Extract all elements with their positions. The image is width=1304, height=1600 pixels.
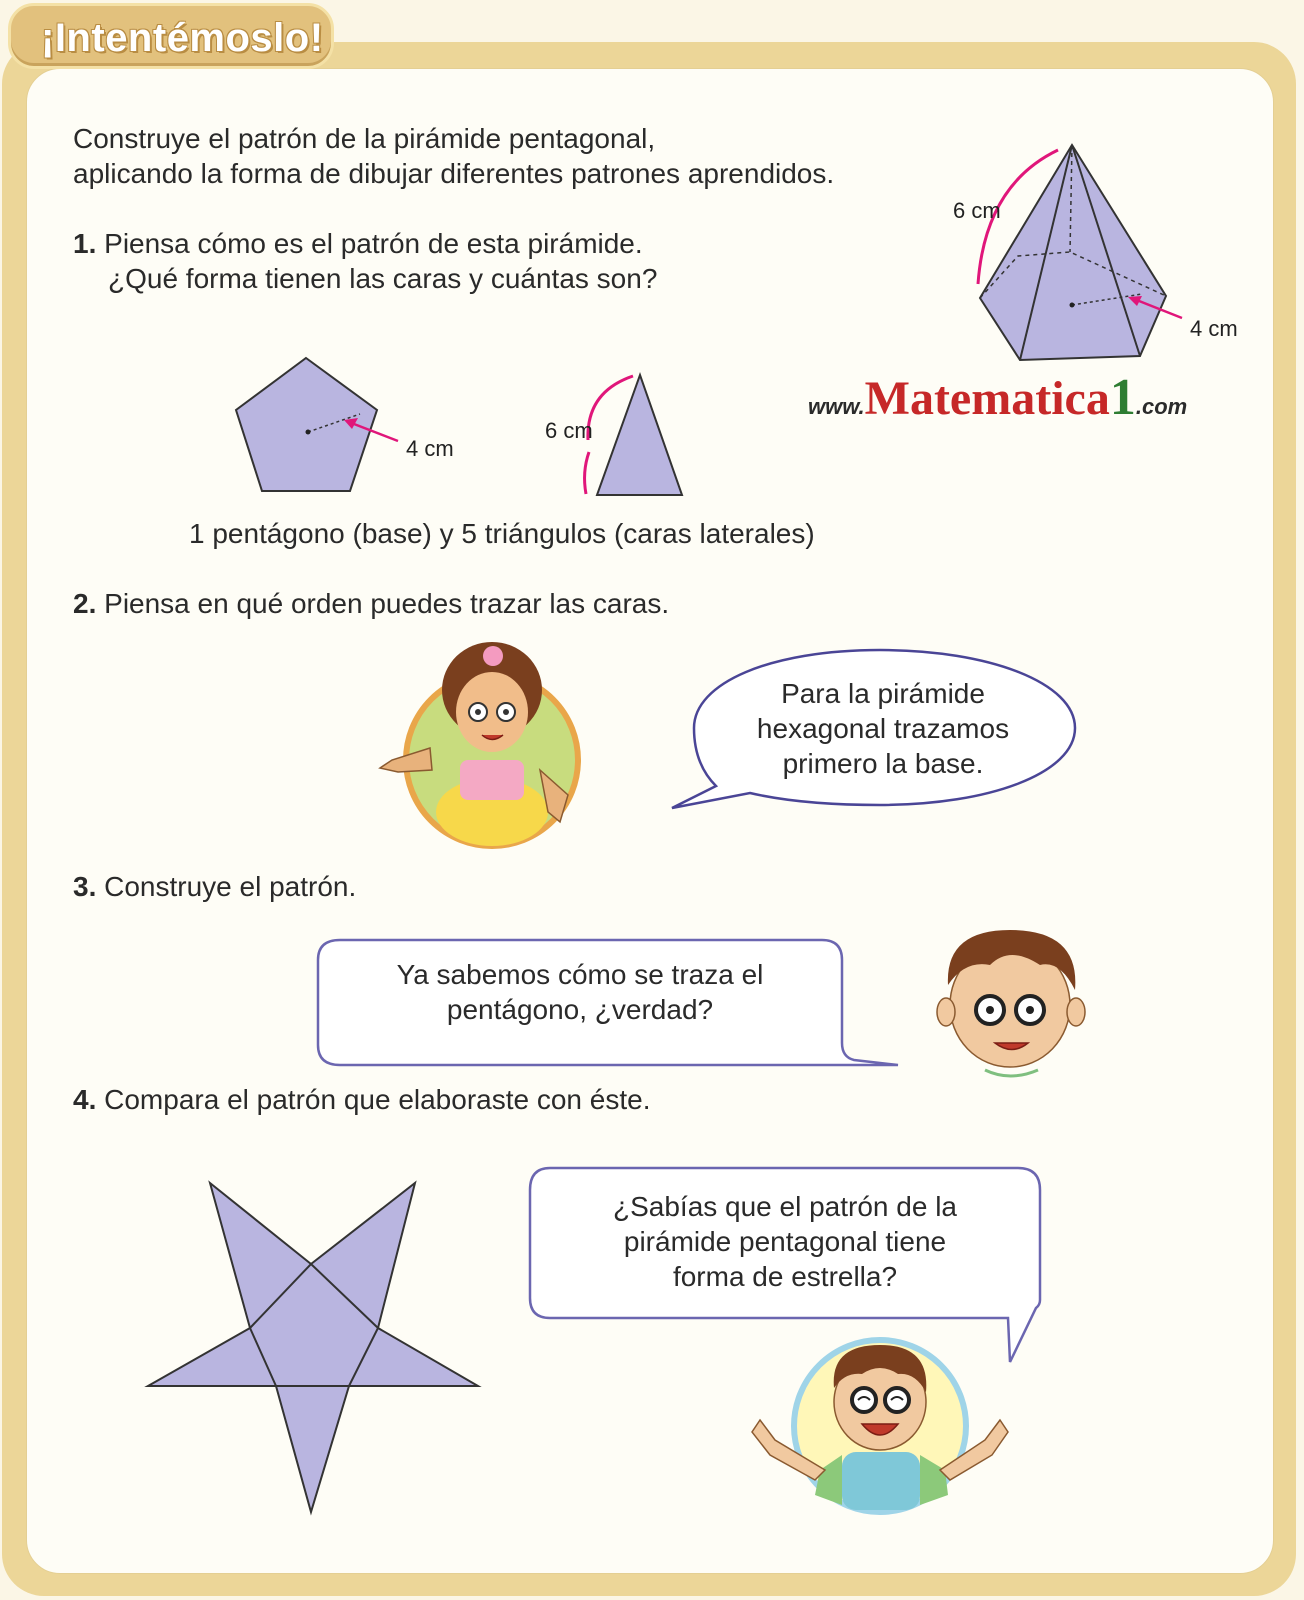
boy-character-waving [752, 1340, 1008, 1512]
pentagonal-pyramid [978, 145, 1182, 360]
boy-bubble-2-line-3: forma de estrella? [672, 1261, 898, 1292]
pentagonal-star-net [148, 1183, 478, 1512]
girl-bubble-line-1: Para la pirámide [781, 678, 985, 709]
boy-bubble-2-line-2: pirámide pentagonal tiene [623, 1226, 947, 1257]
girl-bubble-line-3: primero la base. [782, 748, 984, 779]
step-4 [73, 1082, 650, 1117]
step-4-number: 4. [73, 1084, 97, 1115]
girl-bubble-text [740, 676, 1026, 781]
girl-character [380, 642, 578, 846]
boy-bubble-1-text [350, 957, 810, 1027]
step-4-text: Compara el patrón que elaboraste con éste. [104, 1084, 651, 1115]
step-3 [73, 869, 356, 904]
watermark-name: Matematica [864, 372, 1110, 425]
boy-bubble-1-line-2: pentágono, ¿verdad? [446, 994, 714, 1025]
pentagon-apothem-label: 4 cm [406, 436, 454, 461]
intro-line-2: aplicando la forma de dibujar diferentes patrones aprendidos. [73, 158, 835, 189]
step-3-text: Construye el patrón. [104, 871, 357, 902]
step-2-number: 2. [73, 588, 97, 619]
step-2 [73, 586, 669, 621]
boy-bubble-2-line-1: ¿Sabías que el patrón de la [612, 1191, 957, 1222]
triangle-height-label: 6 cm [545, 418, 593, 443]
intro-line-1: Construye el patrón de la pirámide pentagonal, [73, 123, 656, 154]
pyramid-slant-label: 6 cm [953, 198, 1001, 223]
watermark-prefix: www. [808, 394, 865, 419]
boy-bubble-2-text [560, 1189, 1010, 1294]
pentagon-face [236, 358, 398, 491]
step-1-question: ¿Qué forma tienen las caras y cuántas son? [108, 263, 658, 294]
triangle-face [585, 375, 682, 495]
girl-bubble-line-2: hexagonal trazamos [756, 713, 1010, 744]
faces-caption: 1 pentágono (base) y 5 triángulos (caras laterales) [189, 518, 815, 549]
page-title: ¡Intentémoslo! [41, 16, 324, 60]
watermark-suffix: .com [1135, 394, 1188, 419]
boy-bubble-1-line-1: Ya sabemos cómo se traza el [396, 959, 764, 990]
step-3-number: 3. [73, 871, 97, 902]
step-2-text: Piensa en qué orden puedes trazar las caras. [104, 588, 670, 619]
boy-character-head [937, 930, 1085, 1076]
watermark-digit: 1 [1109, 369, 1136, 426]
step-1-number: 1. [73, 228, 97, 259]
site-watermark [808, 368, 1187, 427]
step-1-text: Piensa cómo es el patrón de esta pirámide. [104, 228, 643, 259]
pyramid-apothem-label: 4 cm [1190, 316, 1238, 341]
